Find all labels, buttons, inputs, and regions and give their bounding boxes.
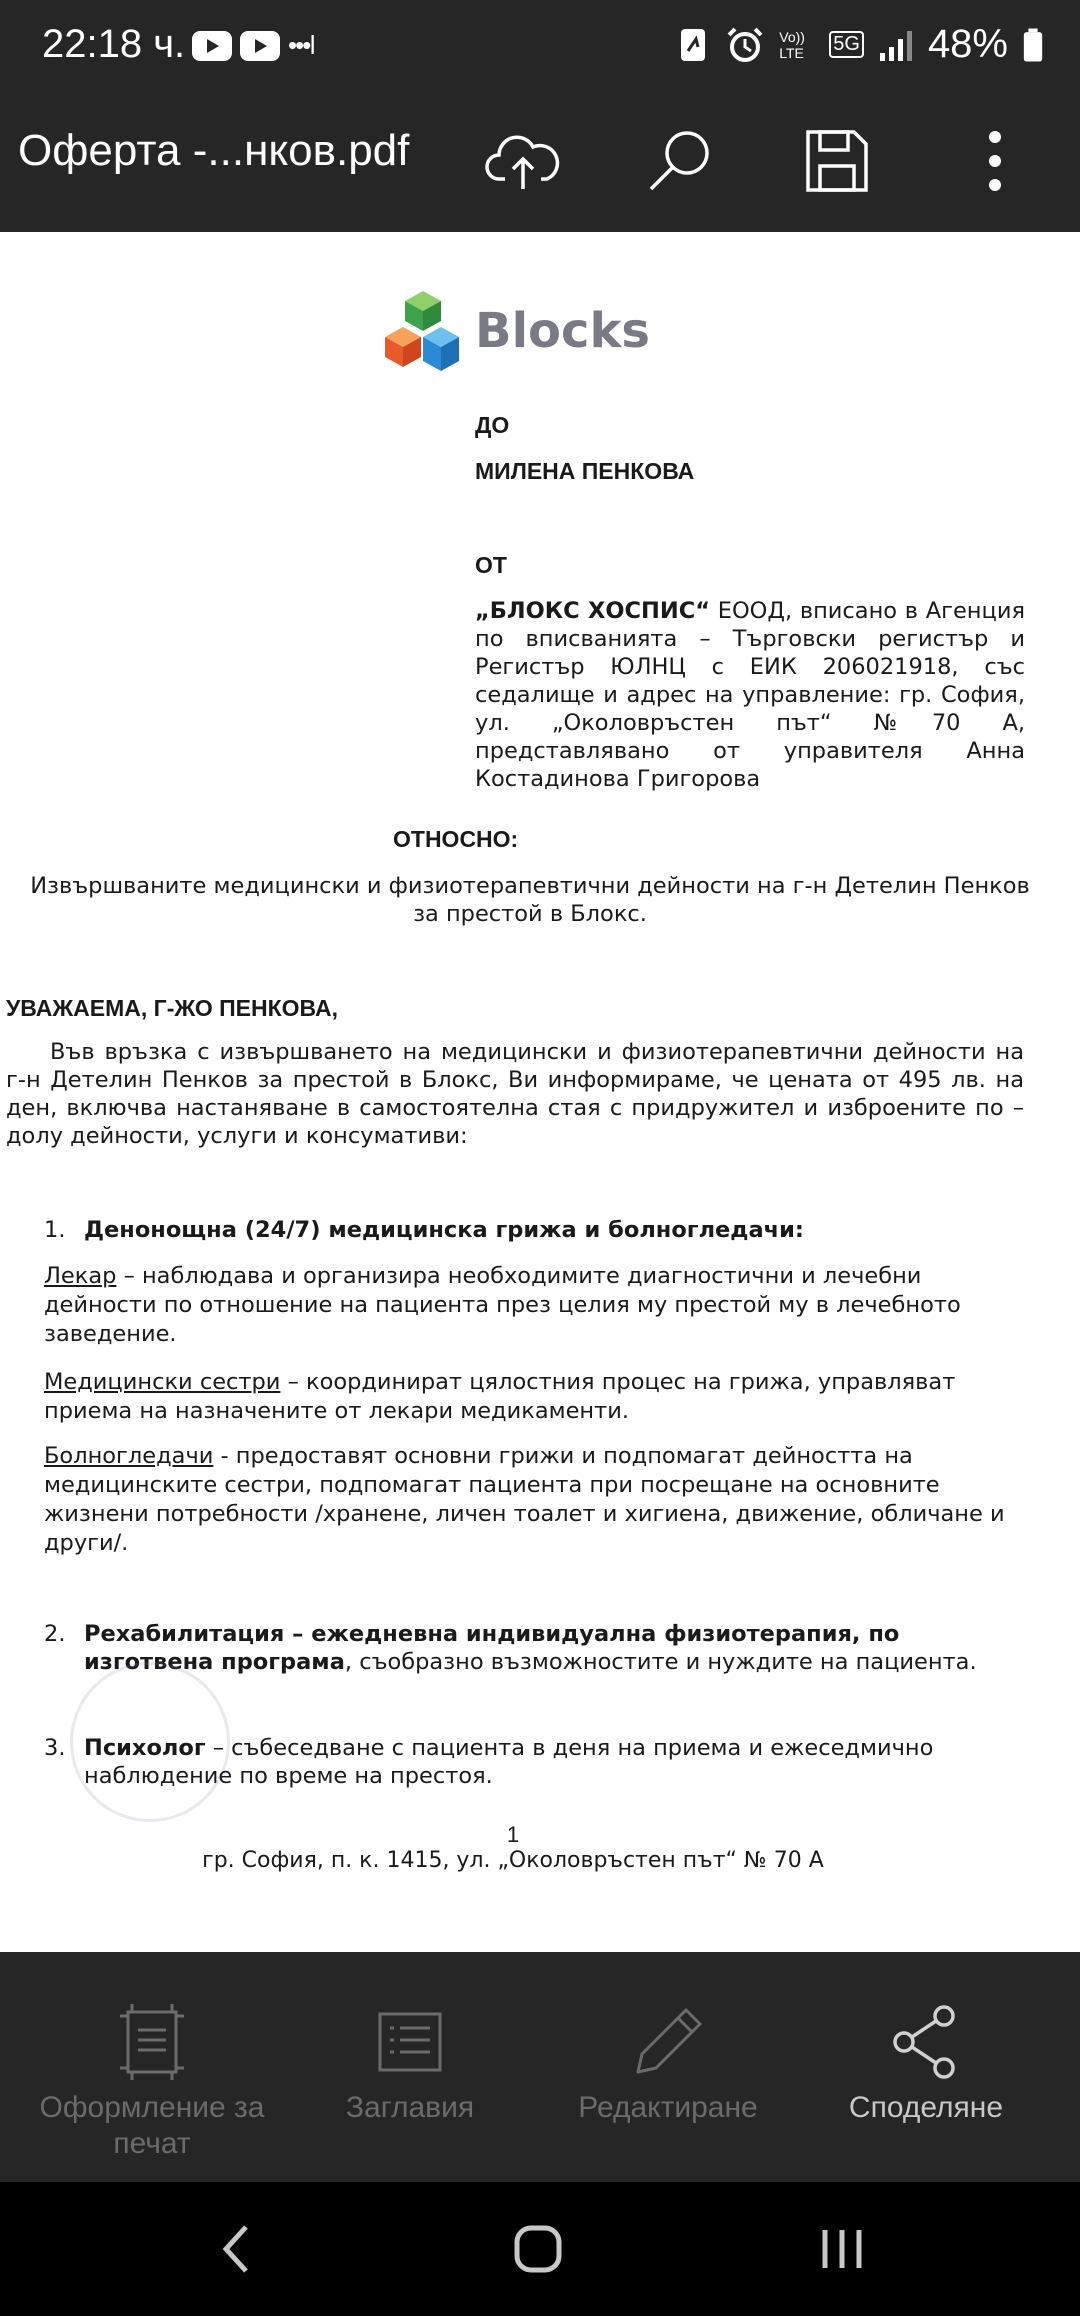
subject-text: Извършваните медицински и физиотерапевтични дейности на г-н Детелин Пенков за престой в Блокс. xyxy=(30,873,1030,927)
greeting: УВАЖАЕМА, Г-ЖО ПЕНКОВА, xyxy=(6,995,339,1021)
subject-label: ОТНОСНО: xyxy=(393,826,519,852)
item-3-content xyxy=(84,1734,1034,1790)
list-number: 1. xyxy=(44,1217,66,1243)
document-page[interactable] xyxy=(0,232,1080,1952)
item-3-title: Психолог xyxy=(84,1735,206,1761)
print-layout-label: Оформление за печат xyxy=(39,2091,265,2160)
share-icon xyxy=(886,2002,966,2082)
app-bar xyxy=(0,96,1080,232)
volte-icon: Vo)) LTE xyxy=(779,28,805,61)
cloud-upload-icon xyxy=(485,129,561,193)
status-time: 22:18 ч. xyxy=(42,22,186,66)
more-vertical-icon xyxy=(985,129,1005,193)
item-2-title: Рехабилитация – ежедневна индивидуална физиотерапия, по изготвена програма xyxy=(84,1621,900,1675)
sender-details xyxy=(475,597,1025,793)
doctor-label: Лекар xyxy=(44,1263,117,1289)
back-icon xyxy=(216,2219,256,2279)
status-bar xyxy=(0,0,1080,96)
status-right xyxy=(675,22,1044,67)
sender-company: „БЛОКС ХОСПИС“ xyxy=(475,598,711,624)
caregivers-label: Болногледачи xyxy=(44,1443,214,1469)
logo-text: Blocks xyxy=(475,303,650,359)
from-label: ОТ xyxy=(475,552,507,578)
caregivers-text: - предоставят основни грижи и подпомагат дейността на медицинските сестри, подпомагат пациента при посрещане на основните жизнени потребности /хранене, личен тоалет и хигиена, движение, обличане и други/. xyxy=(44,1443,1005,1556)
recents-icon xyxy=(817,2226,867,2272)
battery-icon xyxy=(1022,25,1044,65)
recipient-name: МИЛЕНА ПЕНКОВА xyxy=(475,458,695,484)
save-icon xyxy=(802,126,872,196)
home-icon xyxy=(513,2224,563,2274)
home-button[interactable] xyxy=(488,2212,588,2286)
list-number: 3. xyxy=(44,1735,66,1761)
youtube-icon xyxy=(192,31,232,61)
signal-icon xyxy=(878,25,914,65)
search-button[interactable] xyxy=(634,116,724,206)
notification-icons xyxy=(192,30,314,61)
item-1-title: Денонощна (24/7) медицинска грижа и болногледачи: xyxy=(84,1217,804,1243)
nurses-label: Медицински сестри xyxy=(44,1369,281,1395)
nurses-text: – координират цялостния процес на грижа, управляват приема на назначените от лекари медикаменти. xyxy=(44,1369,956,1424)
bottom-toolbar xyxy=(0,1952,1080,2182)
headings-list-icon xyxy=(370,2002,450,2082)
to-label: ДО xyxy=(475,412,510,438)
search-icon xyxy=(641,123,717,199)
more-options-button[interactable] xyxy=(950,116,1040,206)
caregivers-paragraph xyxy=(44,1442,1014,1558)
doctor-paragraph xyxy=(44,1262,1014,1349)
pencil-icon xyxy=(628,2002,708,2082)
share-button[interactable] xyxy=(791,1952,1061,2182)
more-notifications-icon: •••ǀ xyxy=(288,30,315,60)
edit-button[interactable] xyxy=(533,1952,803,2182)
cubes-logo-icon xyxy=(385,287,461,375)
document-title: Оферта -...нков.pdf xyxy=(18,126,410,175)
nfc-icon xyxy=(675,25,711,65)
battery-percent: 48% xyxy=(927,22,1008,66)
recents-button[interactable] xyxy=(792,2212,892,2286)
save-button[interactable] xyxy=(792,116,882,206)
intro-paragraph: Във връзка с извършването на медицински и физиотерапевтични дейности на г-н Детелин Пенков за престой в Блокс, Ви информираме, че цената от 495 лв. на ден, включва настаняване в самостоятелна стая с придружител и изброените по – долу дейности, услуги и консумативи: xyxy=(6,1039,1024,1149)
list-number: 2. xyxy=(44,1621,66,1647)
network-type-icon: 5G xyxy=(829,31,864,58)
sender-description: ЕООД, вписано в Агенция по вписванията – Търговски регистър и Регистър ЮЛНЦ с ЕИК 206021918, със седалище и адрес на управление: гр. София, ул. „Околовръстен път“ №70 А, представлявано от управителя Анна Костадинова Григорова xyxy=(475,598,1025,792)
doctor-text: – наблюдава и организира необходимите диагностични и лечебни дейности по отношение на пациента през целия му престой му в лечебното заведение. xyxy=(44,1263,961,1347)
footer-address: гр. София, п. к. 1415, ул. „Околовръстен път“ № 70 А xyxy=(202,1848,824,1873)
print-layout-button[interactable] xyxy=(17,1952,287,2182)
back-button[interactable] xyxy=(186,2212,286,2286)
system-nav-bar xyxy=(0,2182,1080,2316)
item-2-text: , съобразно възможностите и нуждите на пациента. xyxy=(344,1649,977,1675)
upload-button[interactable] xyxy=(478,116,568,206)
edit-label: Редактиране xyxy=(578,2091,758,2124)
headings-button[interactable] xyxy=(275,1952,545,2182)
item-3-text: – събеседване с пациента в деня на приема и ежеседмично наблюдение по време на престоя. xyxy=(84,1735,934,1789)
nurses-paragraph xyxy=(44,1368,1014,1426)
youtube-icon xyxy=(240,31,280,61)
share-label: Споделяне xyxy=(848,2091,1004,2124)
print-layout-icon xyxy=(112,2002,192,2082)
item-2-content xyxy=(84,1620,1034,1676)
alarm-icon xyxy=(725,25,765,65)
page-number: 1 xyxy=(506,1822,520,1847)
blocks-logo xyxy=(385,287,650,375)
headings-label: Заглавия xyxy=(345,2091,475,2124)
